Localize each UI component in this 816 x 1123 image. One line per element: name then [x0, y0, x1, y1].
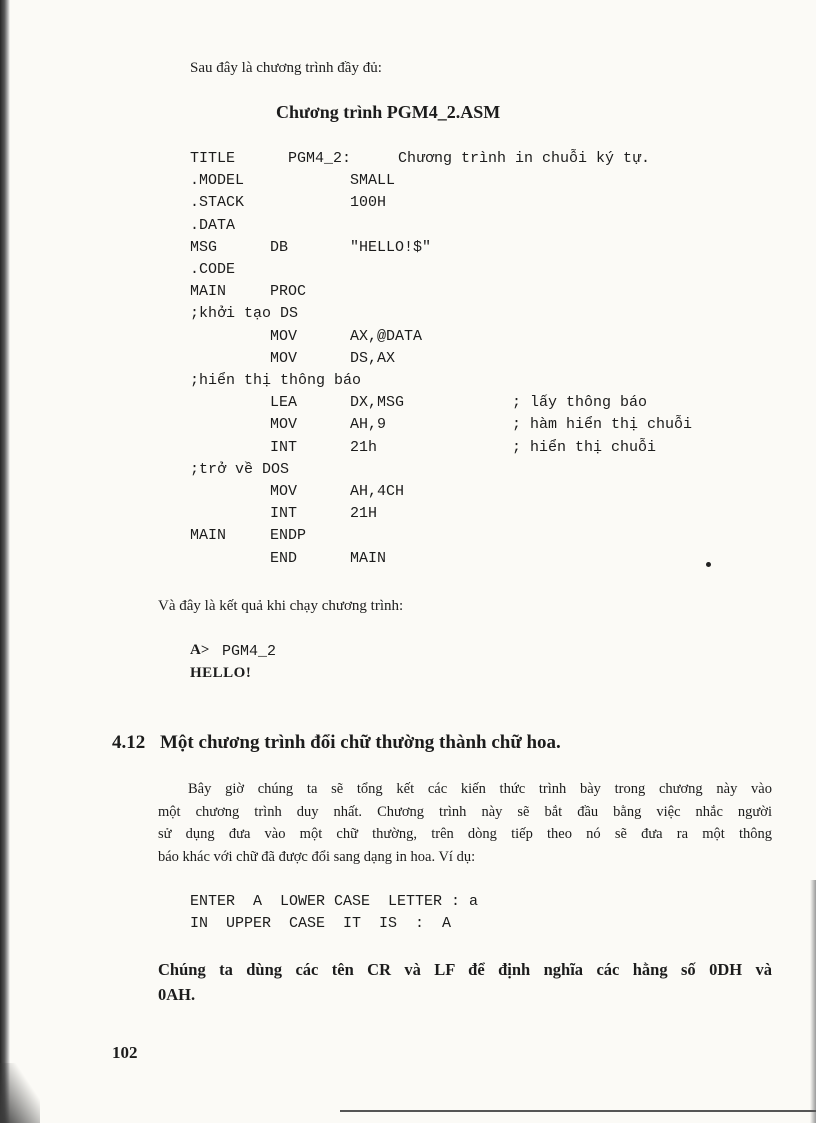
- code-token: AH,4CH: [350, 483, 405, 500]
- body-line: sử dụng đưa vào một chữ thường, trên dòng tiếp theo nó sẽ đưa ra một thông: [158, 826, 772, 842]
- closing-line: 0AH.: [158, 985, 196, 1004]
- code-token: MAIN: [190, 283, 227, 301]
- code-token: ;khởi tạo DS: [190, 305, 299, 323]
- body-line: Bây giờ chúng ta sẽ tổng kết các kiến thức trình bày trong chương này vào: [188, 781, 772, 797]
- code-token: MOV: [270, 349, 298, 367]
- run-prompt: A>: [190, 642, 210, 658]
- code-token: PROC: [270, 283, 307, 301]
- code-token: .DATA: [190, 216, 236, 234]
- code-comment: ; lấy thông báo: [512, 394, 648, 412]
- example-line: ENTER A LOWER CASE LETTER : a: [190, 893, 479, 910]
- code-token: MOV: [270, 483, 298, 500]
- code-token: DX,MSG: [350, 394, 405, 412]
- program-title: Chương trình PGM4_2.ASM: [276, 102, 501, 122]
- code-token: AH,9: [350, 416, 387, 434]
- code-token: AX,@DATA: [350, 327, 423, 345]
- code-token: .STACK: [190, 194, 245, 212]
- code-token: MOV: [270, 327, 298, 345]
- code-token: 100H: [350, 194, 387, 212]
- code-comment: ; hiển thị chuỗi: [512, 438, 657, 456]
- code-token: TITLE: [190, 150, 236, 167]
- code-token: MAIN: [190, 527, 227, 545]
- body-line: báo khác với chữ đã được đổi sang dạng in hoa. Ví dụ:: [158, 848, 476, 865]
- code-token: INT: [270, 438, 298, 456]
- code-token: .MODEL: [190, 172, 245, 190]
- code-token: DB: [270, 238, 289, 256]
- section-number: 4.12: [112, 732, 146, 753]
- code-token: ;trở về DOS: [190, 460, 290, 478]
- code-token: MOV: [270, 416, 298, 434]
- page-number: 102: [112, 1043, 138, 1062]
- code-token: PGM4_2:: [288, 150, 352, 167]
- code-comment: ; hàm hiển thị chuỗi: [512, 416, 693, 434]
- page-bottom-edge: [340, 1110, 816, 1112]
- code-token: 21H: [350, 505, 378, 523]
- binding-corner-shadow: [0, 1063, 40, 1123]
- code-token: .CODE: [190, 261, 236, 278]
- code-token: MAIN: [350, 549, 387, 567]
- section-title: Một chương trình đổi chữ thường thành chữ hoa.: [160, 732, 561, 753]
- body-line: một chương trình duy nhất. Chương trình này sẽ bắt đầu bằng việc nhắc người: [158, 803, 772, 820]
- code-token: END: [270, 549, 298, 567]
- result-intro-text: Và đây là kết quả khi chạy chương trình:: [158, 598, 404, 614]
- code-token: ENDP: [270, 527, 307, 545]
- page-edge-shadow: [810, 880, 816, 1123]
- code-token: SMALL: [350, 172, 396, 190]
- code-token: ;hiển thị thông báo: [190, 372, 362, 389]
- closing-line: Chúng ta dùng các tên CR và LF để định nghĩa các hằng số 0DH và: [158, 960, 772, 979]
- code-token: Chương trình in chuỗi ký tự.: [398, 150, 651, 167]
- code-token: MSG: [190, 238, 218, 256]
- intro-text: Sau đây là chương trình đầy đủ:: [190, 60, 382, 76]
- code-token: INT: [270, 505, 298, 523]
- code-token: "HELLO!$": [350, 238, 432, 256]
- code-token: LEA: [270, 394, 298, 412]
- example-line: IN UPPER CASE IT IS : A: [190, 915, 452, 932]
- code-token: DS,AX: [350, 349, 396, 367]
- code-token: 21h: [350, 438, 378, 456]
- body-paragraph: [158, 778, 772, 868]
- book-binding-shadow: [0, 0, 10, 1123]
- run-output: HELLO!: [190, 665, 252, 681]
- run-command: PGM4_2: [222, 643, 277, 660]
- ink-speck: [706, 562, 711, 567]
